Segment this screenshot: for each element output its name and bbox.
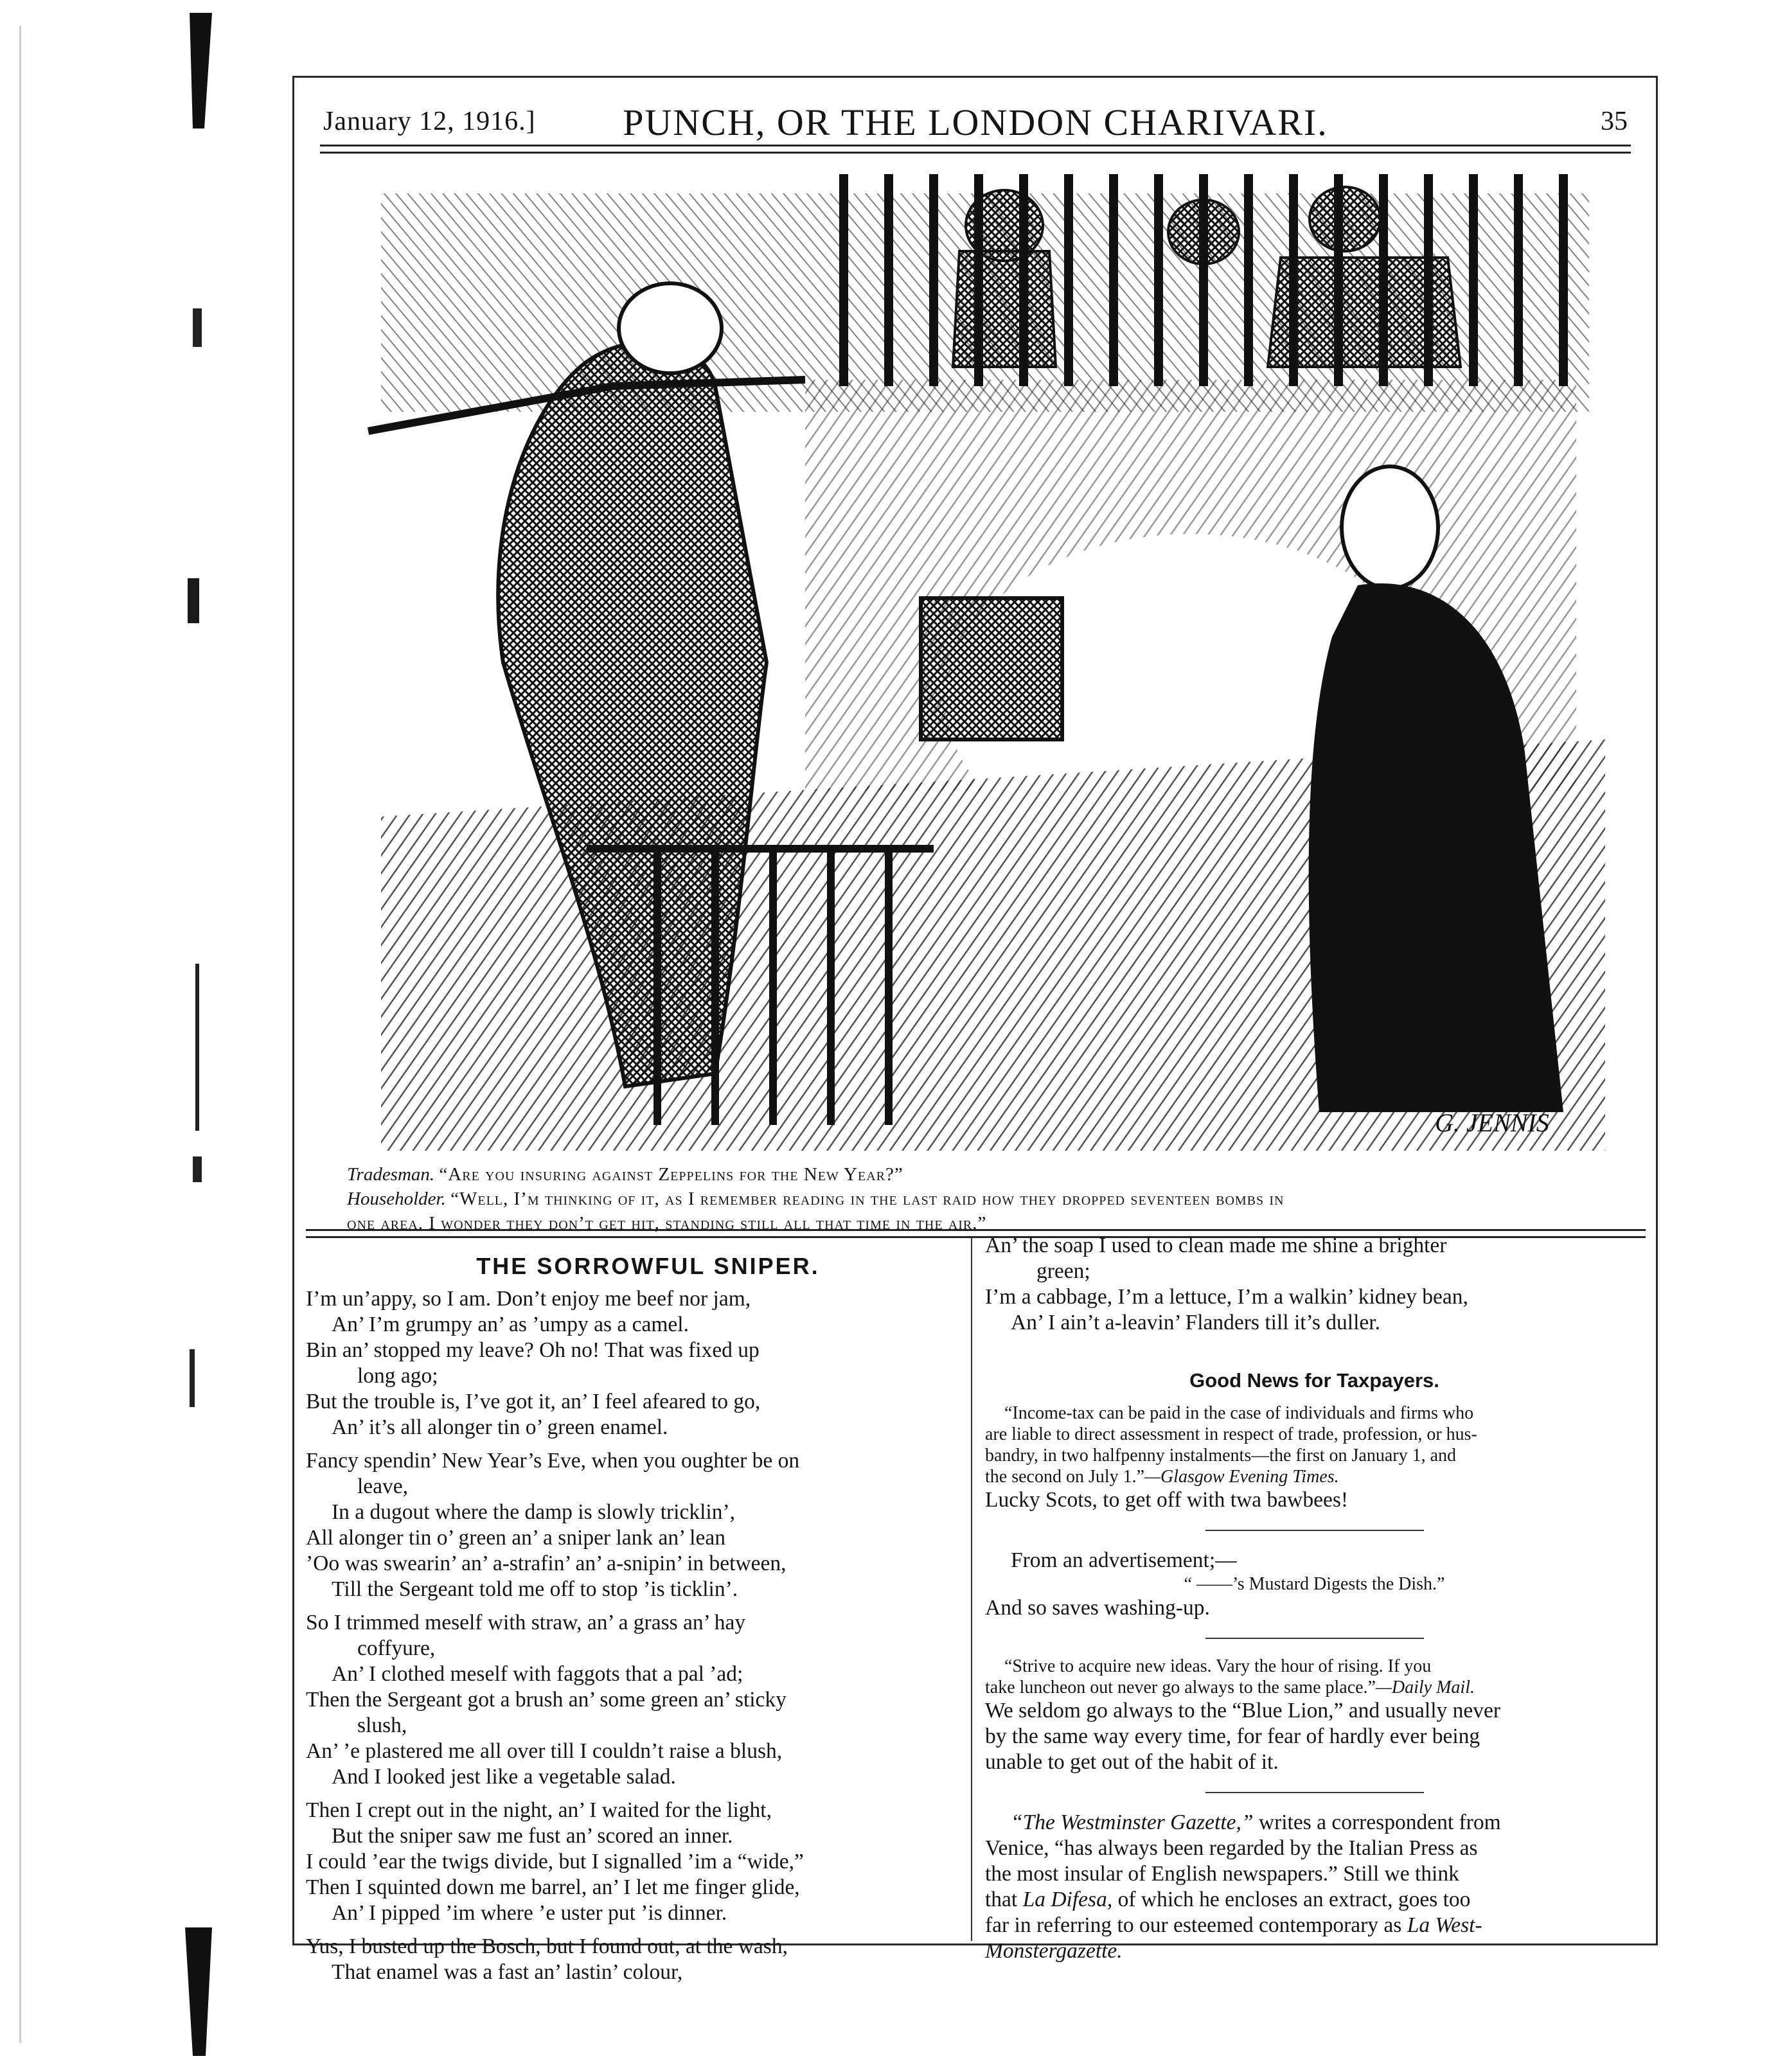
westminster-text: of which he encloses an extract, goes too bbox=[1112, 1888, 1471, 1911]
poem-line: Then I squinted down me barrel, an’ I let me finger glide, bbox=[306, 1875, 800, 1899]
la-difesa-name: La Difesa, bbox=[1022, 1888, 1113, 1911]
poem-line: So I trimmed meself with straw, an’ a grass an’ hay bbox=[306, 1611, 746, 1634]
ideas-quote bbox=[985, 1656, 1644, 1698]
mustard-quote: “ ——’s Mustard Digests the Dish.” bbox=[1184, 1574, 1445, 1594]
poem-line: An’ it’s all alonger tin o’ green enamel. bbox=[332, 1415, 668, 1439]
poem-line: All alonger tin o’ green an’ a sniper lank an’ lean bbox=[306, 1526, 725, 1550]
column-divider bbox=[971, 1237, 972, 1941]
poem-line: An’ the soap I used to clean made me shine a brighter bbox=[985, 1234, 1447, 1257]
poem-line: long ago; bbox=[357, 1364, 438, 1388]
poem-line: An’ I ain’t a-leavin’ Flanders till it’s duller. bbox=[1011, 1311, 1380, 1334]
westminster-text: far in referring to our esteemed contemporary as bbox=[985, 1913, 1407, 1937]
poem-line: I’m un’appy, so I am. Don’t enjoy me beef nor jam, bbox=[306, 1287, 751, 1311]
poem-line: green; bbox=[1036, 1259, 1090, 1283]
poem-line: In a dugout where the damp is slowly tricklin’, bbox=[332, 1500, 735, 1524]
poem-line: Till the Sergeant told me off to stop ’is ticklin’. bbox=[332, 1577, 738, 1601]
ideas-comment-line: by the same way every time, for fear of hardly ever being bbox=[985, 1724, 1480, 1748]
quote-line: take luncheon out never go always to the same place.” bbox=[985, 1678, 1376, 1697]
right-column bbox=[985, 1233, 1644, 1964]
westminster-paragraph bbox=[985, 1810, 1644, 1964]
scan-edge-artifacts bbox=[0, 0, 302, 2072]
taxpayers-heading: Good News for Taxpayers. bbox=[1189, 1369, 1439, 1392]
poem-line: leave, bbox=[357, 1474, 409, 1498]
punch-page bbox=[292, 76, 1658, 1984]
poem-line: I’m a cabbage, I’m a lettuce, I’m a walkin’ kidney bean, bbox=[985, 1285, 1468, 1309]
poem-line: But the trouble is, I’ve got it, an’ I feel afeared to go, bbox=[306, 1390, 761, 1413]
westminster-pun: Monstergazette. bbox=[985, 1939, 1123, 1963]
delivery-box bbox=[921, 598, 1062, 739]
quote-source: —Glasgow Evening Times. bbox=[1144, 1467, 1339, 1487]
westminster-text: that bbox=[985, 1888, 1023, 1911]
poem-line: Fancy spendin’ New Year’s Eve, when you oughter be on bbox=[306, 1449, 800, 1473]
taxpayers-quote bbox=[985, 1403, 1644, 1487]
poem-line: coffyure, bbox=[357, 1636, 436, 1660]
ideas-comment-line: unable to get out of the habit of it. bbox=[985, 1750, 1279, 1774]
section-rule bbox=[1205, 1792, 1424, 1793]
cartoon-illustration bbox=[355, 174, 1605, 1151]
mustard-comment: And so saves washing-up. bbox=[985, 1596, 1210, 1620]
tradesman-head bbox=[619, 283, 722, 373]
westminster-pun: La West- bbox=[1407, 1913, 1482, 1937]
section-rule bbox=[1205, 1638, 1424, 1639]
poem-line: Bin an’ stopped my leave? Oh no! That was fixed up bbox=[306, 1338, 760, 1362]
poem-line: An’ ’e plastered me all over till I couldn’t raise a blush, bbox=[306, 1739, 783, 1763]
poem-line: I could ’ear the twigs divide, but I signalled ’im a “wide,” bbox=[306, 1850, 804, 1873]
page-number: 35 bbox=[1601, 107, 1628, 136]
quote-line: the second on July 1.” bbox=[985, 1467, 1145, 1487]
taxpayers-comment: Lucky Scots, to get off with twa bawbees! bbox=[985, 1488, 1349, 1512]
poem-line: But the sniper saw me fust an’ scored an inner. bbox=[332, 1824, 733, 1848]
ideas-comment-line: We seldom go always to the “Blue Lion,” and usually never bbox=[985, 1699, 1501, 1722]
householder-head bbox=[1342, 466, 1438, 589]
poem-line: ’Oo was swearin’ an’ a-strafin’ an’ a-snipin’ in between, bbox=[306, 1552, 787, 1575]
poem-line: An’ I pipped ’im where ’e uster put ’is dinner. bbox=[332, 1901, 727, 1925]
artist-signature: G. JENNIS bbox=[1435, 1108, 1549, 1137]
poem-line: Then I crept out in the night, an’ I waited for the light, bbox=[306, 1798, 772, 1822]
poem-line: slush, bbox=[357, 1713, 407, 1737]
mustard-intro: From an advertisement;— bbox=[1011, 1548, 1237, 1572]
poem-title: THE SORROWFUL SNIPER. bbox=[476, 1253, 820, 1279]
poem-line: That enamel was a fast an’ lastin’ colour, bbox=[332, 1960, 683, 1984]
poem-line: Yus, I busted up the Bosch, but I found out, at the wash, bbox=[306, 1935, 788, 1958]
publication-title: PUNCH, OR THE LONDON CHARIVARI. bbox=[623, 102, 1328, 143]
quote-line: bandry, in two halfpenny instalments—the first on January 1, and bbox=[985, 1446, 1457, 1465]
poem-line: An’ I’m grumpy an’ as ’umpy as a camel. bbox=[332, 1313, 689, 1336]
westminster-text: Venice, “has always been regarded by the Italian Press as bbox=[985, 1836, 1478, 1860]
caption-householder-line: “Well, I’m thinking of it, as I remember reading in the last raid how they dropped seventeen bombs in bbox=[450, 1189, 1285, 1209]
cartoon-caption bbox=[347, 1162, 1619, 1235]
caption-tradesman-line: “Are you insuring against Zeppelins for the New Year?” bbox=[439, 1164, 903, 1185]
header-rule bbox=[320, 145, 1631, 154]
quote-line: are liable to direct assessment in respect of trade, profession, or hus- bbox=[985, 1424, 1477, 1444]
section-rule bbox=[1205, 1530, 1424, 1531]
poem-line: And I looked jest like a vegetable salad. bbox=[332, 1765, 676, 1789]
westminster-text: the most insular of English newspapers.” Still we think bbox=[985, 1862, 1459, 1886]
westminster-gazette-name: “The Westminster Gazette,” bbox=[1011, 1811, 1254, 1834]
westminster-text: writes a correspondent from bbox=[1253, 1811, 1501, 1834]
quote-line: “Income-tax can be paid in the case of individuals and firms who bbox=[1004, 1403, 1474, 1423]
caption-speaker-tradesman: Tradesman. bbox=[347, 1164, 435, 1185]
caption-speaker-householder: Householder. bbox=[347, 1189, 446, 1209]
left-column bbox=[306, 1244, 965, 1985]
issue-date: January 12, 1916.] bbox=[323, 107, 536, 136]
poem-line: An’ I clothed meself with faggots that a pal ’ad; bbox=[332, 1662, 743, 1686]
poem-line: Then the Sergeant got a brush an’ some green an’ sticky bbox=[306, 1688, 787, 1712]
page-header bbox=[323, 92, 1628, 150]
quote-source: —Daily Mail. bbox=[1376, 1678, 1475, 1697]
quote-line: “Strive to acquire new ideas. Vary the hour of rising. If you bbox=[1004, 1656, 1432, 1676]
caption-householder-line-cont: one area. I wonder they don’t get hit, standing still all that time in the air.” bbox=[347, 1213, 987, 1234]
